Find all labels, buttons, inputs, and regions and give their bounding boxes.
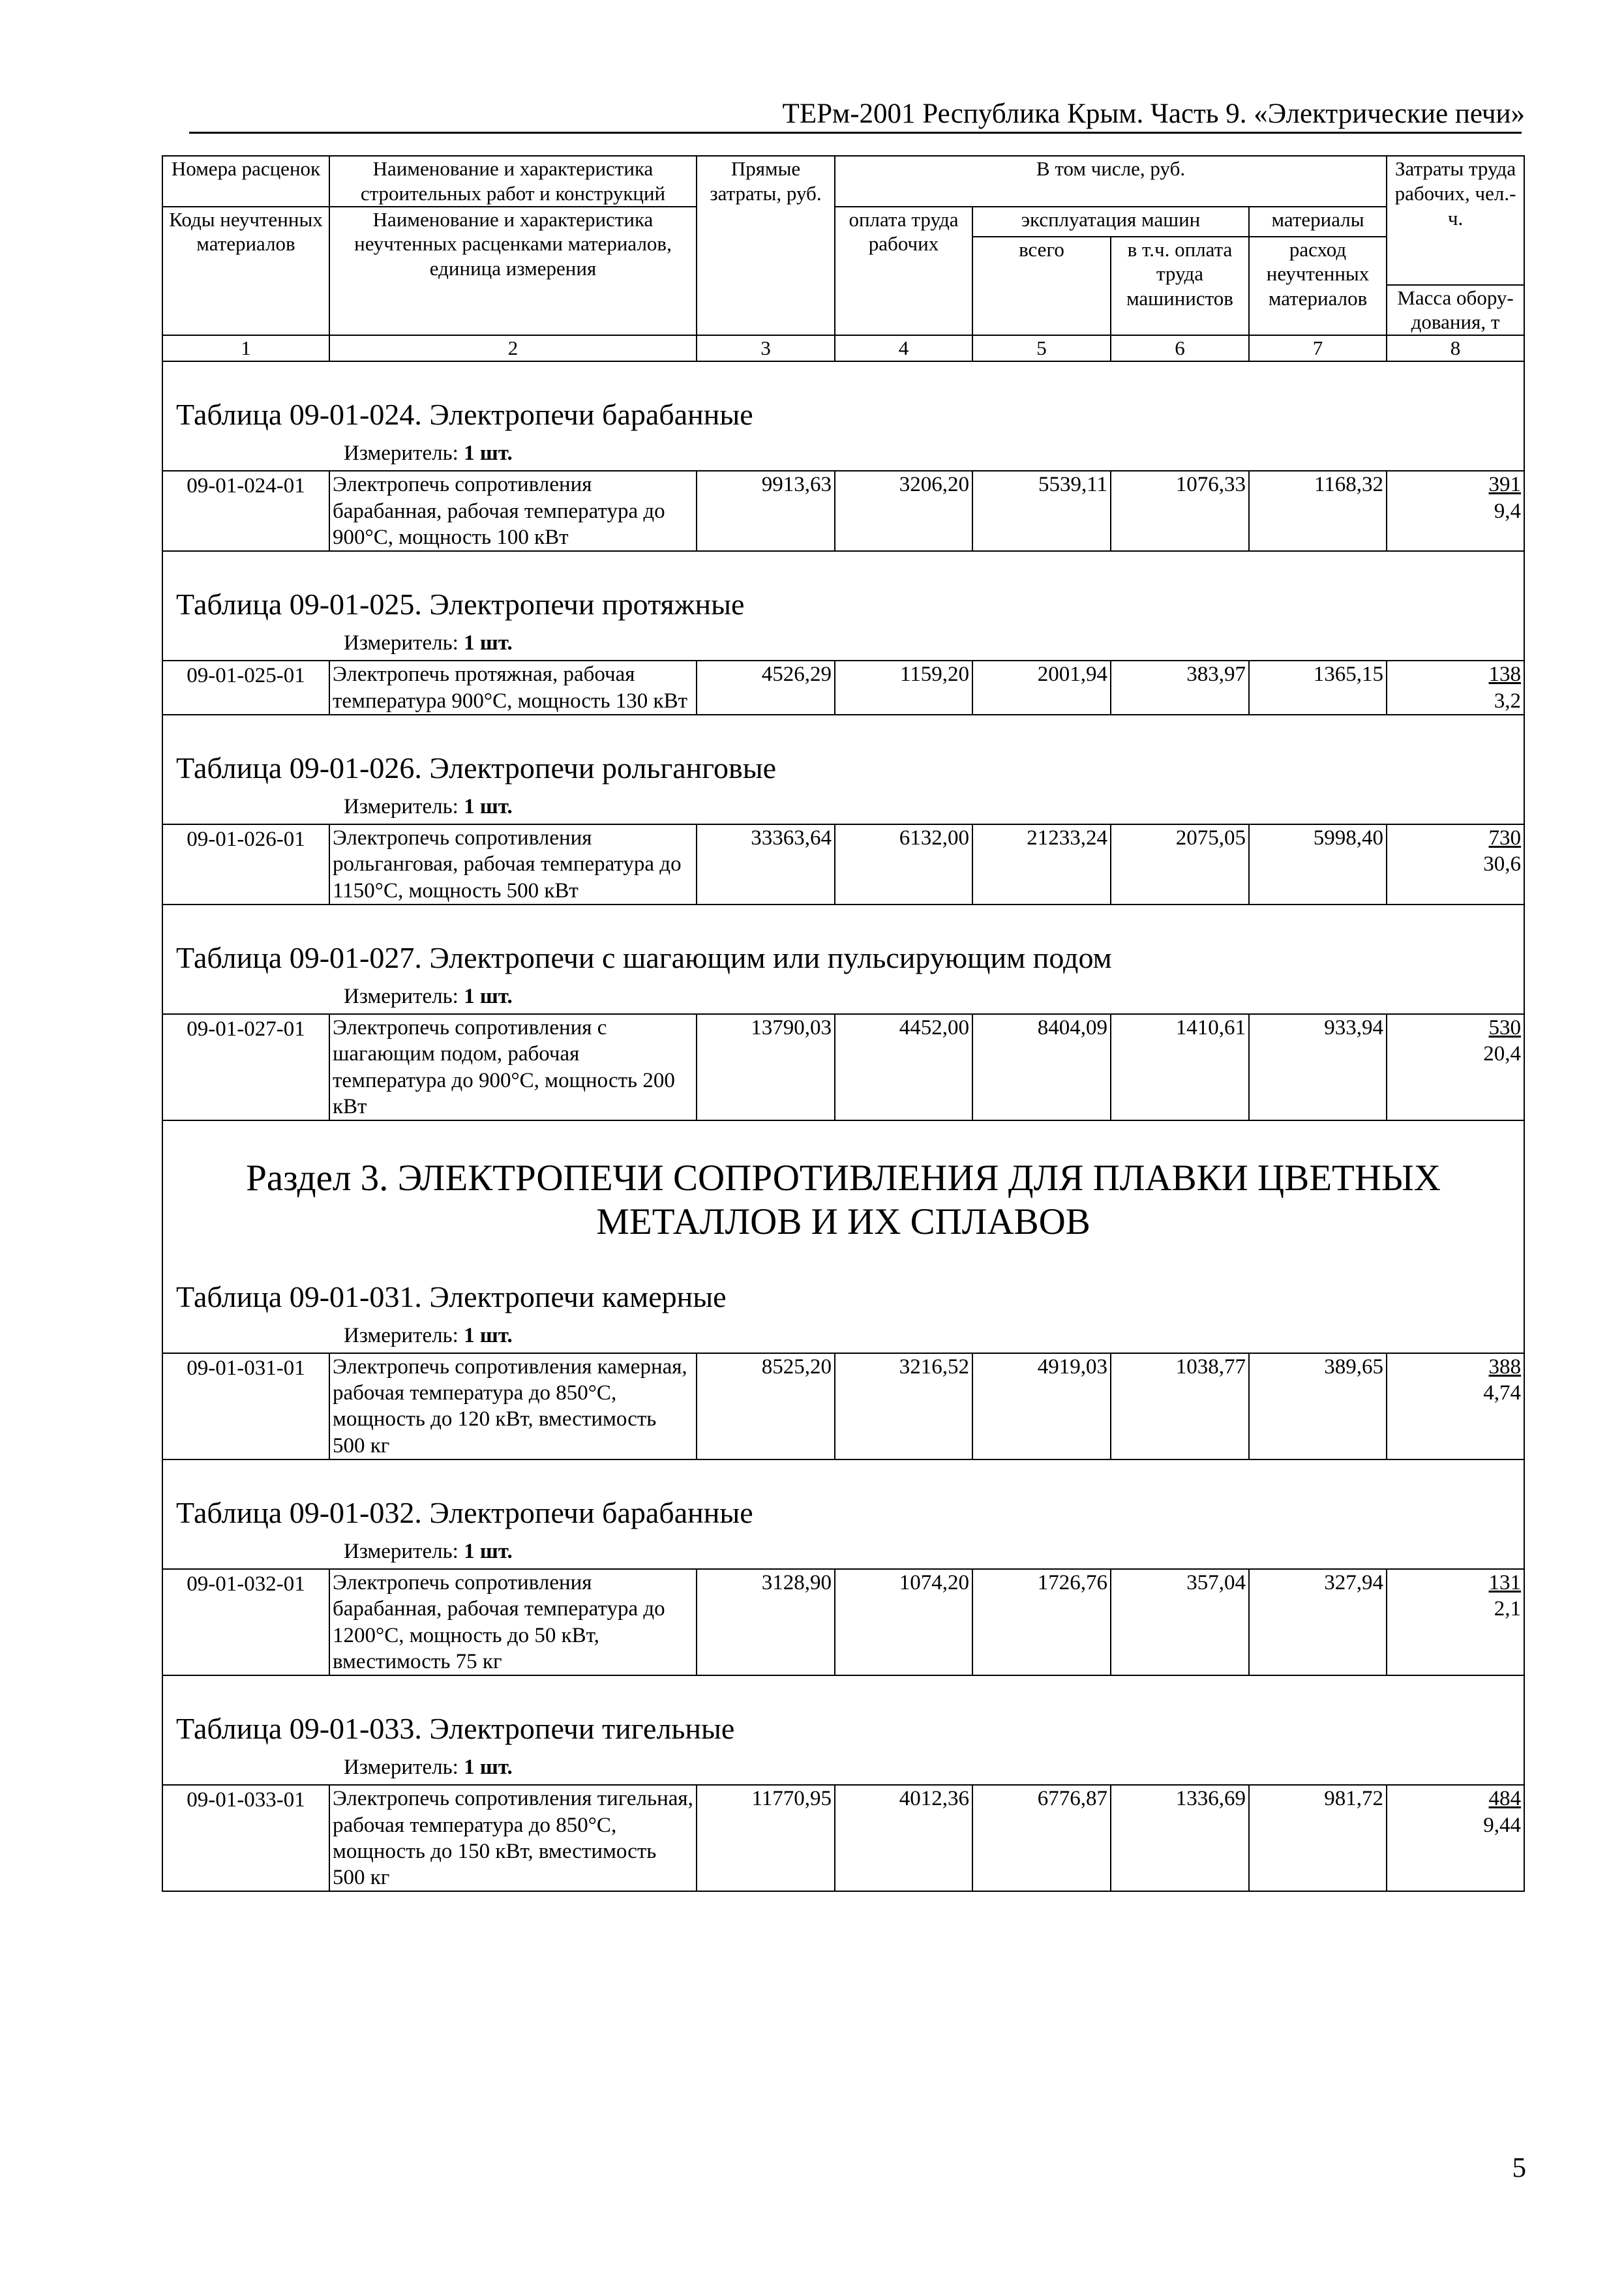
materials-cost: 1168,32 xyxy=(1249,471,1387,551)
materials-cost: 5998,40 xyxy=(1249,824,1387,905)
col-header-labor-hours: Затраты труда рабочих, чел.-ч. xyxy=(1387,156,1524,285)
labor-pay: 3216,52 xyxy=(835,1353,972,1459)
measure-unit: 1 шт. xyxy=(464,1323,513,1347)
table-title: Таблица 09-01-027. Электропечи с шагающим или пульсирующим подом xyxy=(162,905,1524,981)
machines-total: 8404,09 xyxy=(972,1014,1111,1120)
section-heading xyxy=(162,1120,1524,1244)
labor-pay: 6132,00 xyxy=(835,824,972,905)
direct-costs: 4526,29 xyxy=(697,661,835,715)
rate-code: 09-01-025-01 xyxy=(162,661,329,715)
labor-and-mass xyxy=(1387,471,1524,551)
materials-cost: 327,94 xyxy=(1249,1569,1387,1675)
operators-pay: 357,04 xyxy=(1111,1569,1249,1675)
measure-line xyxy=(162,627,1524,661)
col-header-direct-costs: Прямые затраты, руб. xyxy=(697,156,835,335)
table-row xyxy=(162,1785,1524,1891)
table-title: Таблица 09-01-033. Электропечи тигельные xyxy=(162,1675,1524,1752)
rate-code: 09-01-024-01 xyxy=(162,471,329,551)
labor-pay: 4012,36 xyxy=(835,1785,972,1891)
col-number: 4 xyxy=(835,335,972,361)
labor-hours: 530 xyxy=(1488,1016,1522,1040)
measure-line xyxy=(162,438,1524,471)
operators-pay: 1336,69 xyxy=(1111,1785,1249,1891)
operators-pay: 1038,77 xyxy=(1111,1353,1249,1459)
direct-costs: 3128,90 xyxy=(697,1569,835,1675)
operators-pay: 1410,61 xyxy=(1111,1014,1249,1120)
measure-unit: 1 шт. xyxy=(464,441,513,466)
table-row xyxy=(162,471,1524,551)
rate-code: 09-01-027-01 xyxy=(162,1014,329,1120)
labor-and-mass xyxy=(1387,1785,1524,1891)
rate-code: 09-01-032-01 xyxy=(162,1569,329,1675)
table-row xyxy=(162,1353,1524,1459)
measure-line xyxy=(162,791,1524,824)
rate-code: 09-01-026-01 xyxy=(162,824,329,905)
labor-and-mass xyxy=(1387,824,1524,905)
rates-table xyxy=(162,155,1525,1892)
machines-total: 2001,94 xyxy=(972,661,1111,715)
table-row xyxy=(162,1569,1524,1675)
direct-costs: 33363,64 xyxy=(697,824,835,905)
materials-cost: 389,65 xyxy=(1249,1353,1387,1459)
table-row xyxy=(162,661,1524,715)
section-heading-line1: Раздел 3. ЭЛЕКТРОПЕЧИ СОПРОТИВЛЕНИЯ ДЛЯ ПЛАВКИ ЦВЕТНЫХ xyxy=(246,1158,1441,1199)
measure-label: Измеритель: xyxy=(344,631,459,655)
equipment-mass: 4,74 xyxy=(1483,1381,1522,1405)
materials-cost: 981,72 xyxy=(1249,1785,1387,1891)
measure-unit: 1 шт. xyxy=(464,984,513,1008)
direct-costs: 11770,95 xyxy=(697,1785,835,1891)
equipment-mass: 9,4 xyxy=(1494,499,1522,523)
measure-line xyxy=(162,981,1524,1014)
labor-hours: 484 xyxy=(1488,1787,1522,1811)
table-title: Таблица 09-01-031. Электропечи камерные xyxy=(162,1244,1524,1320)
work-name: Электропечь сопротивления с шагающим подом, рабочая температура до 900°С, мощность 200 кВт xyxy=(329,1014,697,1120)
equipment-mass: 30,6 xyxy=(1483,852,1522,876)
col-header-materials: материалы xyxy=(1249,207,1387,237)
measure-label: Измеритель: xyxy=(344,984,459,1008)
table-row xyxy=(162,1014,1524,1120)
measure-label: Измеритель: xyxy=(344,1756,459,1780)
col-number: 6 xyxy=(1111,335,1249,361)
col-header-operators-pay: в т.ч. оплата труда машинистов xyxy=(1111,237,1249,336)
document-page xyxy=(162,155,1524,1892)
work-name: Электропечь сопротивления барабанная, рабочая температура до 1200°С, мощность до 50 кВт, вместимость 75 кг xyxy=(329,1569,697,1675)
measure-label: Измеритель: xyxy=(344,1539,459,1563)
page-number: 5 xyxy=(1512,2153,1526,2183)
col-header-group: В том числе, руб. xyxy=(835,156,1387,207)
labor-hours: 391 xyxy=(1488,473,1522,497)
labor-pay: 1074,20 xyxy=(835,1569,972,1675)
operators-pay: 2075,05 xyxy=(1111,824,1249,905)
labor-and-mass xyxy=(1387,1014,1524,1120)
work-name: Электропечь сопротивления рольганговая, рабочая температура до 1150°С, мощность 500 кВт xyxy=(329,824,697,905)
machines-total: 21233,24 xyxy=(972,824,1111,905)
col-header-machines-total: всего xyxy=(972,237,1111,336)
table-title: Таблица 09-01-032. Электропечи барабанные xyxy=(162,1459,1524,1536)
machines-total: 1726,76 xyxy=(972,1569,1111,1675)
running-header: ТЕРм-2001 Республика Крым. Часть 9. «Электрические печи» xyxy=(782,98,1525,129)
measure-line xyxy=(162,1536,1524,1569)
measure-line xyxy=(162,1752,1524,1785)
labor-hours: 131 xyxy=(1488,1571,1522,1595)
col-header-equipment-mass: Масса обору- дования, т xyxy=(1387,285,1524,336)
col-number: 5 xyxy=(972,335,1111,361)
measure-line xyxy=(162,1320,1524,1353)
labor-pay: 1159,20 xyxy=(835,661,972,715)
header-rule xyxy=(189,132,1522,134)
measure-label: Измеритель: xyxy=(344,1323,459,1347)
operators-pay: 383,97 xyxy=(1111,661,1249,715)
direct-costs: 8525,20 xyxy=(697,1353,835,1459)
labor-and-mass xyxy=(1387,661,1524,715)
col-header-machines: эксплуатация машин xyxy=(972,207,1249,237)
measure-label: Измеритель: xyxy=(344,794,459,818)
col-header-work-name: Наименование и характеристика строительных работ и конструкций xyxy=(329,156,697,207)
col-header-unaccounted-materials: расход неучтенных материалов xyxy=(1249,237,1387,336)
equipment-mass: 3,2 xyxy=(1494,689,1522,713)
equipment-mass: 20,4 xyxy=(1483,1042,1522,1066)
machines-total: 6776,87 xyxy=(972,1785,1111,1891)
labor-and-mass xyxy=(1387,1353,1524,1459)
rate-code: 09-01-033-01 xyxy=(162,1785,329,1891)
col-header-material-name: Наименование и характеристика неучтенных расценками материалов, единица измерения xyxy=(329,207,697,336)
measure-unit: 1 шт. xyxy=(464,794,513,818)
labor-and-mass xyxy=(1387,1569,1524,1675)
direct-costs: 13790,03 xyxy=(697,1014,835,1120)
col-number: 3 xyxy=(697,335,835,361)
work-name: Электропечь сопротивления тигельная, рабочая температура до 850°С, мощность до 150 кВт, вместимость 500 кг xyxy=(329,1785,697,1891)
table-row xyxy=(162,824,1524,905)
col-number: 8 xyxy=(1387,335,1524,361)
col-number: 2 xyxy=(329,335,697,361)
measure-unit: 1 шт. xyxy=(464,1539,513,1563)
rate-code: 09-01-031-01 xyxy=(162,1353,329,1459)
table-title: Таблица 09-01-024. Электропечи барабанные xyxy=(162,361,1524,438)
section-heading-line2: МЕТАЛЛОВ И ИХ СПЛАВОВ xyxy=(596,1201,1090,1243)
labor-pay: 3206,20 xyxy=(835,471,972,551)
work-name: Электропечь протяжная, рабочая температура 900°С, мощность 130 кВт xyxy=(329,661,697,715)
machines-total: 4919,03 xyxy=(972,1353,1111,1459)
direct-costs: 9913,63 xyxy=(697,471,835,551)
labor-pay: 4452,00 xyxy=(835,1014,972,1120)
labor-hours: 388 xyxy=(1488,1354,1522,1379)
measure-unit: 1 шт. xyxy=(464,631,513,655)
machines-total: 5539,11 xyxy=(972,471,1111,551)
col-header-material-codes: Коды неучтенных материалов xyxy=(162,207,329,336)
equipment-mass: 2,1 xyxy=(1494,1597,1522,1621)
work-name: Электропечь сопротивления камерная, рабочая температура до 850°С, мощность до 120 кВт, вместимость 500 кг xyxy=(329,1353,697,1459)
labor-hours: 138 xyxy=(1488,663,1522,687)
measure-label: Измеритель: xyxy=(344,441,459,466)
col-header-rate-numbers: Номера расценок xyxy=(162,156,329,207)
equipment-mass: 9,44 xyxy=(1483,1813,1522,1837)
operators-pay: 1076,33 xyxy=(1111,471,1249,551)
materials-cost: 933,94 xyxy=(1249,1014,1387,1120)
work-name: Электропечь сопротивления барабанная, рабочая температура до 900°С, мощность 100 кВт xyxy=(329,471,697,551)
col-number: 7 xyxy=(1249,335,1387,361)
measure-unit: 1 шт. xyxy=(464,1756,513,1780)
table-title: Таблица 09-01-025. Электропечи протяжные xyxy=(162,551,1524,627)
materials-cost: 1365,15 xyxy=(1249,661,1387,715)
col-header-labor-pay: оплата труда рабочих xyxy=(835,207,972,336)
col-number: 1 xyxy=(162,335,329,361)
labor-hours: 730 xyxy=(1488,826,1522,850)
table-title: Таблица 09-01-026. Электропечи рольганговые xyxy=(162,715,1524,791)
